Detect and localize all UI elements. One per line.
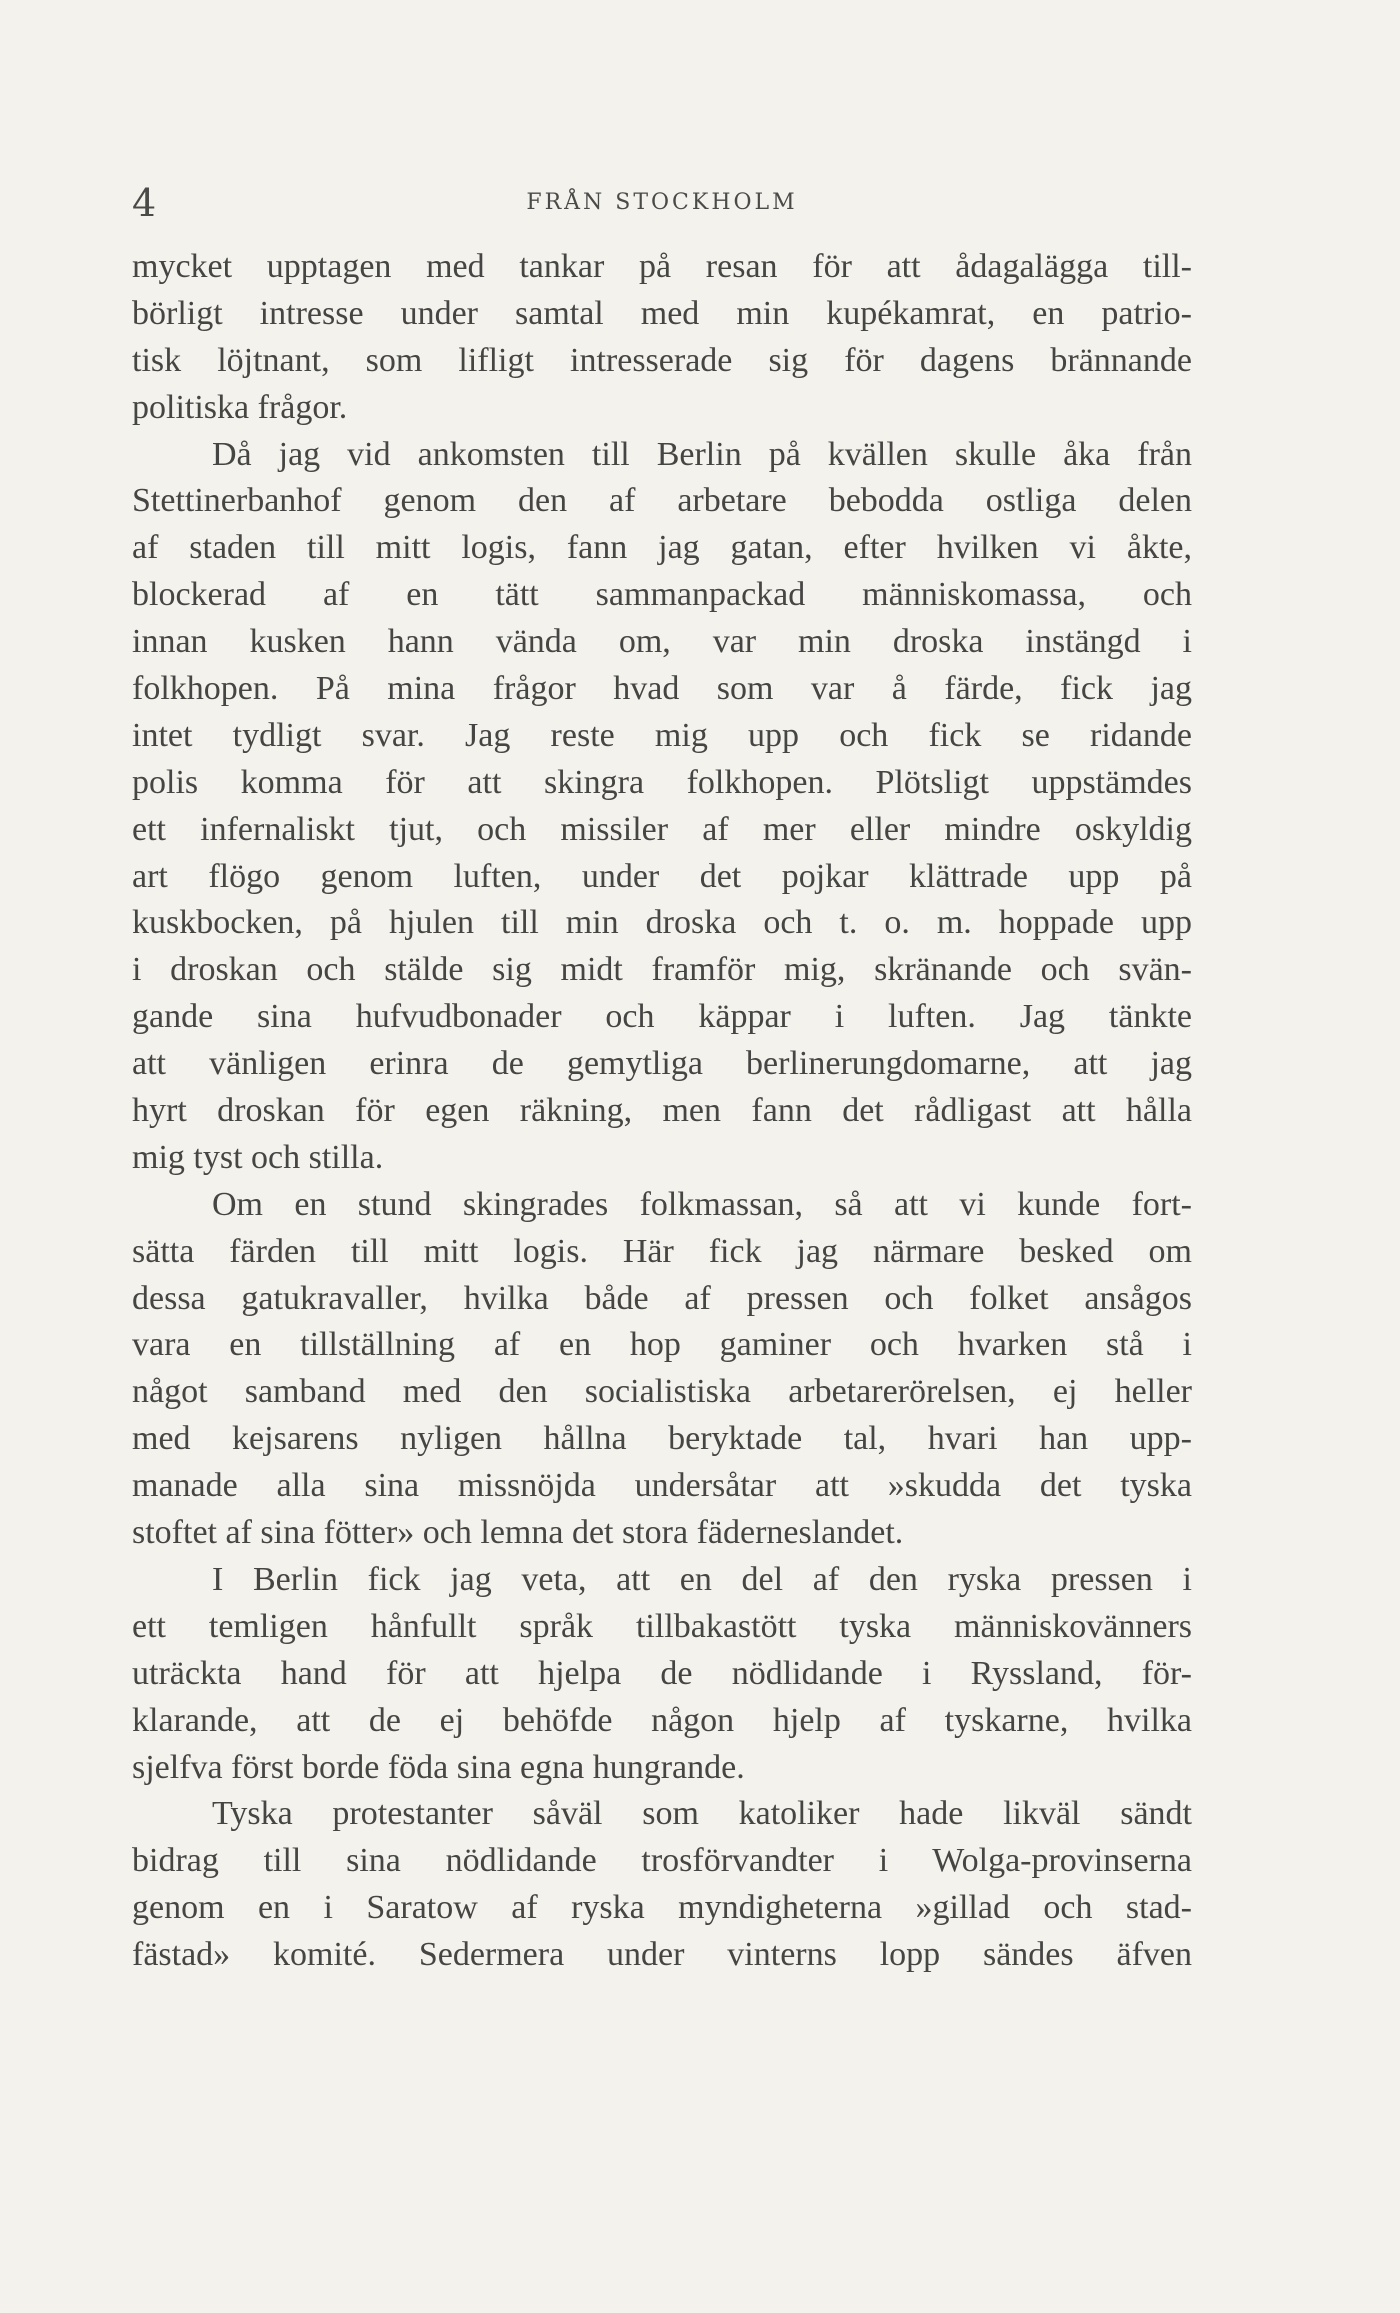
- text-line: art flögo genom luften, under det pojkar klättrade upp på: [132, 857, 1192, 895]
- text-line: fästad» komité. Sedermera under vinterns lopp sändes äfven: [132, 1936, 1192, 1974]
- text-line: blockerad af en tätt sammanpackad människomassa, och: [132, 576, 1192, 614]
- text-line: bidrag till sina nödlidande trosförvandter i Wolga-provinserna: [132, 1842, 1192, 1880]
- text-line: mig tyst och stilla.: [132, 1138, 384, 1176]
- text-line: manade alla sina missnöjda undersåtar att »skudda det tyska: [132, 1467, 1192, 1505]
- text-line: stoftet af sina fötter» och lemna det stora fäderneslandet.: [132, 1514, 904, 1552]
- text-line: politiska frågor.: [132, 388, 348, 426]
- text-line: klarande, att de ej behöfde någon hjelp af tyskarne, hvilka: [132, 1701, 1192, 1739]
- text-line: ett infernaliskt tjut, och missiler af mer eller mindre oskyldig: [132, 810, 1192, 848]
- text-line: kuskbocken, på hjulen till min droska och t. o. m. hoppade upp: [132, 904, 1192, 942]
- text-line: innan kusken hann vända om, var min droska instängd i: [132, 623, 1192, 661]
- text-line: gande sina hufvudbonader och käppar i luften. Jag tänkte: [132, 998, 1192, 1036]
- paragraph: [132, 432, 1192, 1182]
- body-text: [132, 244, 1192, 1979]
- text-line: mycket upptagen med tankar på resan för att ådagalägga till-: [132, 248, 1192, 285]
- text-line: ett temligen hånfullt språk tillbakastött tyska människovänners: [132, 1607, 1192, 1645]
- text-line: dessa gatukravaller, hvilka både af pressen och folket ansågos: [132, 1279, 1192, 1317]
- text-line: Då jag vid ankomsten till Berlin på kvällen skulle åka från: [212, 435, 1192, 473]
- text-line: i droskan och stälde sig midt framför mig, skränande och svän-: [132, 951, 1192, 989]
- text-line: vara en tillställning af en hop gaminer och hvarken stå i: [132, 1326, 1192, 1364]
- text-line: med kejsarens nyligen hållna beryktade tal, hvari han upp-: [132, 1420, 1192, 1458]
- paragraph: [132, 1791, 1192, 1979]
- text-line: sjelfva först borde föda sina egna hungrande.: [132, 1748, 745, 1786]
- text-line: sätta färden till mitt logis. Här fick jag närmare besked om: [132, 1232, 1192, 1270]
- running-head: FRÅN STOCKHOLM: [526, 190, 798, 215]
- paragraph: [132, 1557, 1192, 1791]
- text-line: att vänligen erinra de gemytliga berlinerungdomarne, att jag: [132, 1045, 1192, 1083]
- text-line: Om en stund skingrades folkmassan, så att vi kunde fort-: [212, 1185, 1192, 1223]
- text-line: börligt intresse under samtal med min kupékamrat, en patrio-: [132, 294, 1192, 332]
- page-number: 4: [132, 181, 157, 225]
- text-line: folkhopen. På mina frågor hvad som var å färde, fick jag: [132, 670, 1192, 708]
- paragraph: [132, 244, 1192, 432]
- text-line: intet tydligt svar. Jag reste mig upp och fick se ridande: [132, 716, 1192, 754]
- page-header: [132, 180, 1192, 230]
- text-line: polis komma för att skingra folkhopen. Plötsligt uppstämdes: [132, 763, 1192, 801]
- text-line: tisk löjtnant, som lifligt intresserade sig för dagens brännande: [132, 341, 1192, 379]
- text-line: något samband med den socialistiska arbetarerörelsen, ej heller: [132, 1373, 1192, 1411]
- text-line: hyrt droskan för egen räkning, men fann det rådligast att hålla: [132, 1092, 1192, 1130]
- text-line: Tyska protestanter såväl som katoliker hade likväl sändt: [212, 1795, 1192, 1833]
- text-line: uträckta hand för att hjelpa de nödlidande i Ryssland, för-: [132, 1654, 1192, 1692]
- text-line: Stettinerbanhof genom den af arbetare bebodda ostliga delen: [132, 482, 1192, 520]
- text-line: genom en i Saratow af ryska myndigheterna »gillad och stad-: [132, 1889, 1192, 1927]
- paragraph: [132, 1182, 1192, 1557]
- text-line: I Berlin fick jag veta, att en del af den ryska pressen i: [212, 1560, 1192, 1598]
- text-line: af staden till mitt logis, fann jag gatan, efter hvilken vi åkte,: [132, 529, 1192, 567]
